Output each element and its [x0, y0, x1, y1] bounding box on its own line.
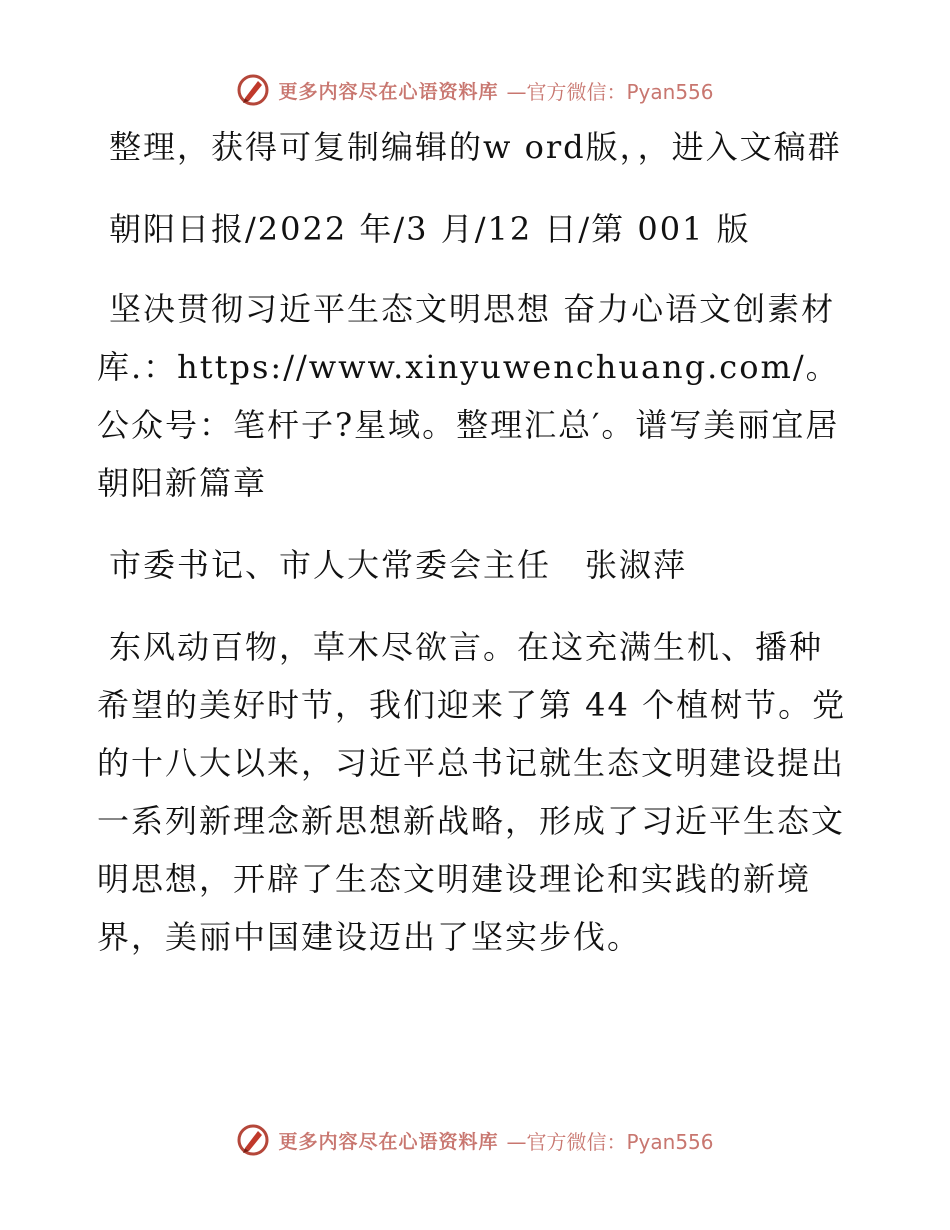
watermark-account: —官方微信：Pyan556: [506, 1129, 714, 1154]
intro-paragraph: 整理，获得可复制编辑的w ord版，，进入文稿群: [109, 128, 842, 166]
pen-nib-circle-icon: [236, 1123, 270, 1157]
body-paragraph: 东风动百物，草木尽欲言。在这充满生机、播种希望的美好时节，我们迎来了第 44 个植树节。党的十八大以来，习近平总书记就生态文明建设提出一系列新理念新思想新战略，形成了习近平生态文明思想，开辟了生态文明建设理论和实践的新境界，美丽中国建设迈出了坚实步伐。: [97, 628, 847, 956]
watermark-account: —官方微信：Pyan556: [506, 79, 714, 104]
author-line: 市委书记、市人大常委会主任 张淑萍: [109, 546, 688, 584]
article-title: 坚决贯彻习近平生态文明思想 奋力心语文创素材库.：https://www.xinyuwenchuang.com/。公众号：笔杆子?星域。整理汇总′。谱写美丽宜居朝阳新篇章: [97, 290, 840, 502]
source-line: 朝阳日报/2022 年/3 月/12 日/第 001 版: [109, 210, 751, 248]
header-watermark: [0, 70, 950, 110]
watermark-brand: 更多内容尽在心语资料库: [278, 80, 499, 103]
watermark-brand: 更多内容尽在心语资料库: [278, 1130, 499, 1153]
document-body: [97, 118, 849, 990]
pen-nib-circle-icon: [236, 73, 270, 107]
footer-watermark: [0, 1120, 950, 1160]
